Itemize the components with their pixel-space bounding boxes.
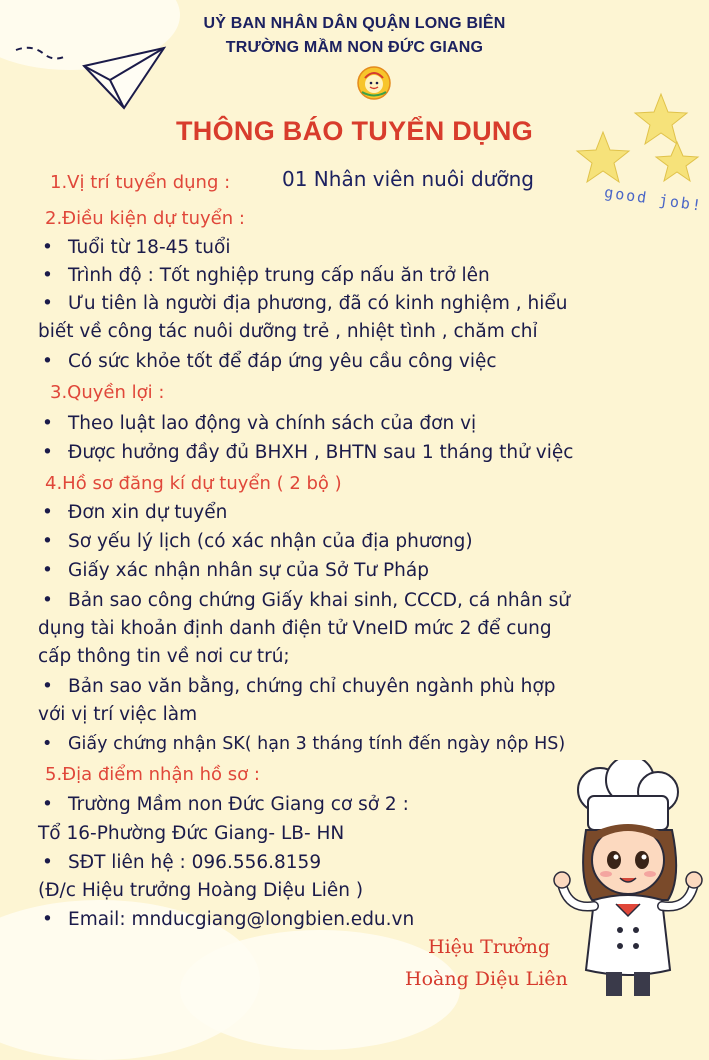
list-item: • Theo luật lao động và chính sách của đơn vị [42, 413, 477, 434]
location-label: 5.Địa điểm nhận hồ sơ : [45, 764, 260, 785]
list-item: • Trình độ : Tốt nghiệp trung cấp nấu ăn trở lên [42, 265, 490, 286]
position-label: 1.Vị trí tuyển dụng : [50, 172, 231, 193]
list-item: • Giấy xác nhận nhân sự của Sở Tư Pháp [42, 560, 429, 581]
background-cloud [180, 930, 460, 1050]
list-item: • Giấy chứng nhận SK( hạn 3 tháng tính đến ngày nộp HS) [42, 734, 566, 754]
position-value: 01 Nhân viên nuôi dưỡng [282, 167, 534, 191]
list-item: • Trường Mầm non Đức Giang cơ sở 2 : [42, 794, 409, 815]
list-item-continuation: cấp thông tin về nơi cư trú; [38, 646, 290, 667]
list-item: • Ưu tiên là người địa phương, đã có kinh nghiệm , hiểu [42, 293, 568, 314]
list-item-continuation: với vị trí việc làm [38, 704, 198, 725]
address-line: Tổ 16-Phường Đức Giang- LB- HN [38, 823, 345, 844]
chef-illustration-icon [548, 760, 706, 1000]
list-item: • Email: mnducgiang@longbien.edu.vn [42, 909, 415, 930]
list-item-continuation: biết về công tác nuôi dưỡng trẻ , nhiệt tình , chăm chỉ [38, 321, 538, 342]
list-item: • Bản sao công chứng Giấy khai sinh, CCCD, cá nhân sử [42, 590, 570, 611]
application-label: 4.Hồ sơ đăng kí dự tuyển ( 2 bộ ) [45, 473, 342, 494]
agency-header [0, 12, 709, 60]
list-item: • Có sức khỏe tốt để đáp ứng yêu cầu công việc [42, 351, 497, 372]
list-item: • Tuổi từ 18-45 tuổi [42, 237, 231, 258]
conditions-label: 2.Điều kiện dự tuyển : [45, 208, 245, 229]
list-item: • SĐT liên hệ : 096.556.8159 [42, 852, 322, 873]
list-item-continuation: dụng tài khoản định danh điện tử VneID mức 2 để cung [38, 618, 552, 639]
announcement-title: THÔNG BÁO TUYỂN DỤNG [176, 116, 533, 146]
list-item: • Bản sao văn bằng, chứng chỉ chuyên ngành phù hợp [42, 676, 556, 697]
signature-name: Hoàng Diệu Liên [405, 968, 568, 990]
good-job-sticker: good job! [602, 183, 704, 215]
school-logo-icon [357, 66, 391, 100]
contact-person: (Đ/c Hiệu trưởng Hoàng Diệu Liên ) [38, 880, 364, 901]
signature-role: Hiệu Trưởng [428, 936, 550, 958]
committee-name: UỶ BAN NHÂN DÂN QUẬN LONG BIÊN [203, 15, 506, 32]
school-name: TRƯỜNG MẦM NON ĐỨC GIANG [225, 39, 484, 56]
benefits-label: 3.Quyền lợi : [50, 382, 165, 403]
list-item: • Đơn xin dự tuyển [42, 502, 228, 523]
list-item: • Sơ yếu lý lịch (có xác nhận của địa phương) [42, 531, 473, 552]
list-item: • Được hưởng đầy đủ BHXH , BHTN sau 1 tháng thử việc [42, 442, 574, 463]
email-link[interactable]: Email: mnducgiang@longbien.edu.vn [68, 909, 415, 930]
